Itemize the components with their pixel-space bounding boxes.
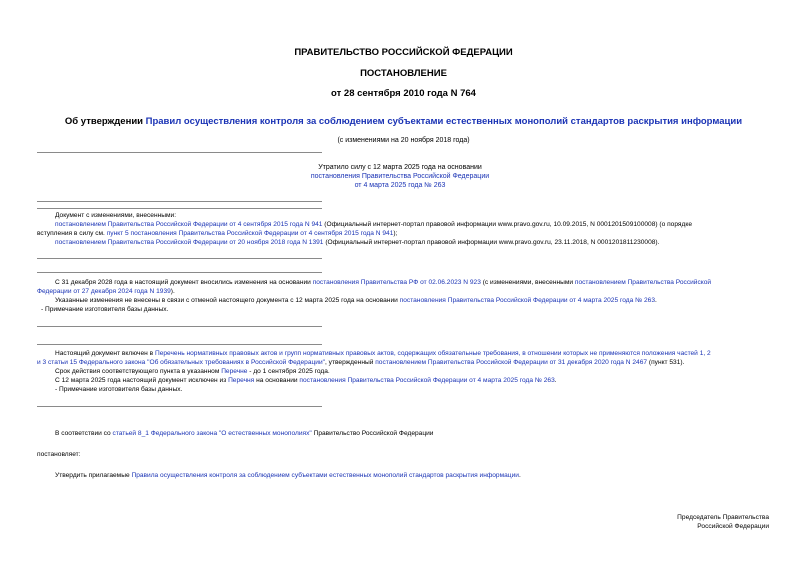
divider xyxy=(37,152,322,153)
signature-title: Председатель Правительства xyxy=(677,514,769,521)
note-2028-text-2: (с изменениями, внесенными xyxy=(480,279,575,286)
document-title xyxy=(0,116,807,127)
legal-basis-text: В соответствии со xyxy=(55,430,113,437)
divider xyxy=(37,272,322,273)
note-2028-block xyxy=(37,278,772,314)
divider xyxy=(37,208,322,209)
perechen-text-3: (пункт 531). xyxy=(647,359,685,366)
signature-org: Российской Федерации xyxy=(697,523,769,530)
expired-line-1: Утратило силу с 12 марта 2025 года на основании xyxy=(318,164,482,171)
divider xyxy=(37,406,322,407)
perechen-law-link[interactable]: и 3 статьи 15 Федерального закона "Об обязательных требованиях в Российской Федерации" xyxy=(37,359,326,366)
legal-basis-end: Правительство Российской Федерации xyxy=(311,430,434,437)
perechen-term-text: Срок действия соответствующего пункта в указанном xyxy=(55,368,222,375)
change-941-text-2: вступления в силу см. xyxy=(37,230,107,237)
approve-paragraph xyxy=(55,471,775,480)
note-2028-line xyxy=(37,278,772,287)
government-heading: ПРАВИТЕЛЬСТВО РОССИЙСКОЙ ФЕДЕРАЦИИ xyxy=(294,47,513,58)
changes-item-1-cont xyxy=(37,229,772,238)
perechen-excluded-line xyxy=(37,376,772,385)
signature-block xyxy=(677,513,769,531)
perechen-link-2[interactable]: Перечне xyxy=(221,368,248,375)
change-941-clause-link[interactable]: пункт 5 постановления Правительства Российской Федерации от 4 сентября 2015 года N 941 xyxy=(106,230,394,237)
perechen-excluded-end: . xyxy=(554,377,557,384)
changes-item-1 xyxy=(37,220,772,229)
divider xyxy=(37,258,322,259)
amendment-note: (с изменениями на 20 ноября 2018 года) xyxy=(337,137,470,144)
expired-resolution-link[interactable]: постановления Правительства Российской Федерации xyxy=(310,173,490,180)
date-number-heading: от 28 сентября 2010 года N 764 xyxy=(331,88,476,99)
changes-item-2 xyxy=(37,238,772,247)
change-941-link[interactable]: постановлением Правительства Российской Федерации от 4 сентября 2015 года N 941 xyxy=(55,221,323,228)
change-941-end: ); xyxy=(393,230,398,237)
resolution-1939-link-b[interactable]: Федерации от 27 декабря 2024 года N 1939 xyxy=(37,288,171,295)
note-2028-para-2 xyxy=(37,296,772,305)
change-941-text: (Официальный интернет-портал правовой информации www.pravo.gov.ru, 10.09.2015, N 0001201509100008) (о порядке xyxy=(322,221,692,228)
resolution-2467-link[interactable]: постановлением Правительства Российской Федерации от 31 декабря 2020 года N 2467 xyxy=(375,359,648,366)
perechen-line-2 xyxy=(37,358,772,367)
resolution-1939-link-a[interactable]: постановлением Правительства Российской xyxy=(574,279,712,286)
perechen-list-link[interactable]: Перечень нормативных правовых актов и групп нормативных правовых актов, содержащих обязательные требования, в отношении которых не применяются положения частей 1, 2 xyxy=(154,350,711,357)
perechen-term-end: - до 1 сентября 2025 года. xyxy=(247,368,330,375)
doc-type-heading: ПОСТАНОВЛЕНИЕ xyxy=(360,68,447,79)
divider xyxy=(37,344,322,345)
approved-rules-link[interactable]: Правила осуществления контроля за соблюдением субъектами естественных монополий стандартов раскрытия информации xyxy=(131,472,519,479)
note-2028-p2-end: . xyxy=(655,297,657,304)
article-8-1-link[interactable]: статьей 8_1 Федерального закона "О естественных монополиях" xyxy=(112,430,312,437)
rules-title-link[interactable]: Правил осуществления контроля за соблюдением субъектами естественных монополий стандартов раскрытия информации xyxy=(145,116,743,127)
note-2028-text: С 31 декабря 2028 года в настоящий документ вносились изменения на основании xyxy=(55,279,313,286)
perechen-term-line xyxy=(37,367,772,376)
db-producer-note: - Примечание изготовителя базы данных. xyxy=(41,306,169,313)
changes-block xyxy=(37,211,772,247)
note-2028-end: ). xyxy=(170,288,175,295)
perechen-text-2: , утвержденный xyxy=(325,359,376,366)
expired-date-link[interactable]: от 4 марта 2025 года № 263 xyxy=(354,182,446,189)
resolves-word: постановляет: xyxy=(37,451,81,458)
note-2028-p2-text: Указанные изменения не внесены в связи с отменой настоящего документа с 12 марта 2025 года на основании xyxy=(55,297,400,304)
changes-intro: Документ с изменениями, внесенными: xyxy=(55,212,177,219)
title-prefix: Об утверждении xyxy=(64,116,146,127)
resolution-923-link[interactable]: постановления Правительства РФ от 02.06.2023 N 923 xyxy=(312,279,481,286)
resolution-263-link-2[interactable]: постановления Правительства Российской Федерации от 4 марта 2025 года № 263 xyxy=(299,377,555,384)
change-1391-link[interactable]: постановлением Правительства Российской Федерации от 20 ноября 2018 года N 1391 xyxy=(55,239,324,246)
change-1391-text: (Официальный интернет-портал правовой информации www.pravo.gov.ru, 23.11.2018, N 0001201811230008). xyxy=(323,239,660,246)
perechen-line-1 xyxy=(37,349,772,358)
perechen-link-3[interactable]: Перечня xyxy=(228,377,255,384)
perechen-excluded-mid: на основании xyxy=(254,377,300,384)
perechen-block xyxy=(37,349,772,394)
db-producer-note-2: - Примечание изготовителя базы данных. xyxy=(55,386,183,393)
perechen-excluded-text: С 12 марта 2025 года настоящий документ исключен из xyxy=(55,377,229,384)
approve-end: . xyxy=(518,472,521,479)
expired-note xyxy=(230,163,570,190)
approve-text: Утвердить прилагаемые xyxy=(55,472,132,479)
divider xyxy=(37,326,322,327)
divider xyxy=(37,201,322,202)
note-2028-line-2 xyxy=(37,287,772,296)
resolution-263-link[interactable]: постановления Правительства Российской Федерации от 4 марта 2025 года № 263 xyxy=(399,297,655,304)
perechen-text: Настоящий документ включен в xyxy=(55,350,155,357)
legal-basis-paragraph xyxy=(55,429,775,438)
